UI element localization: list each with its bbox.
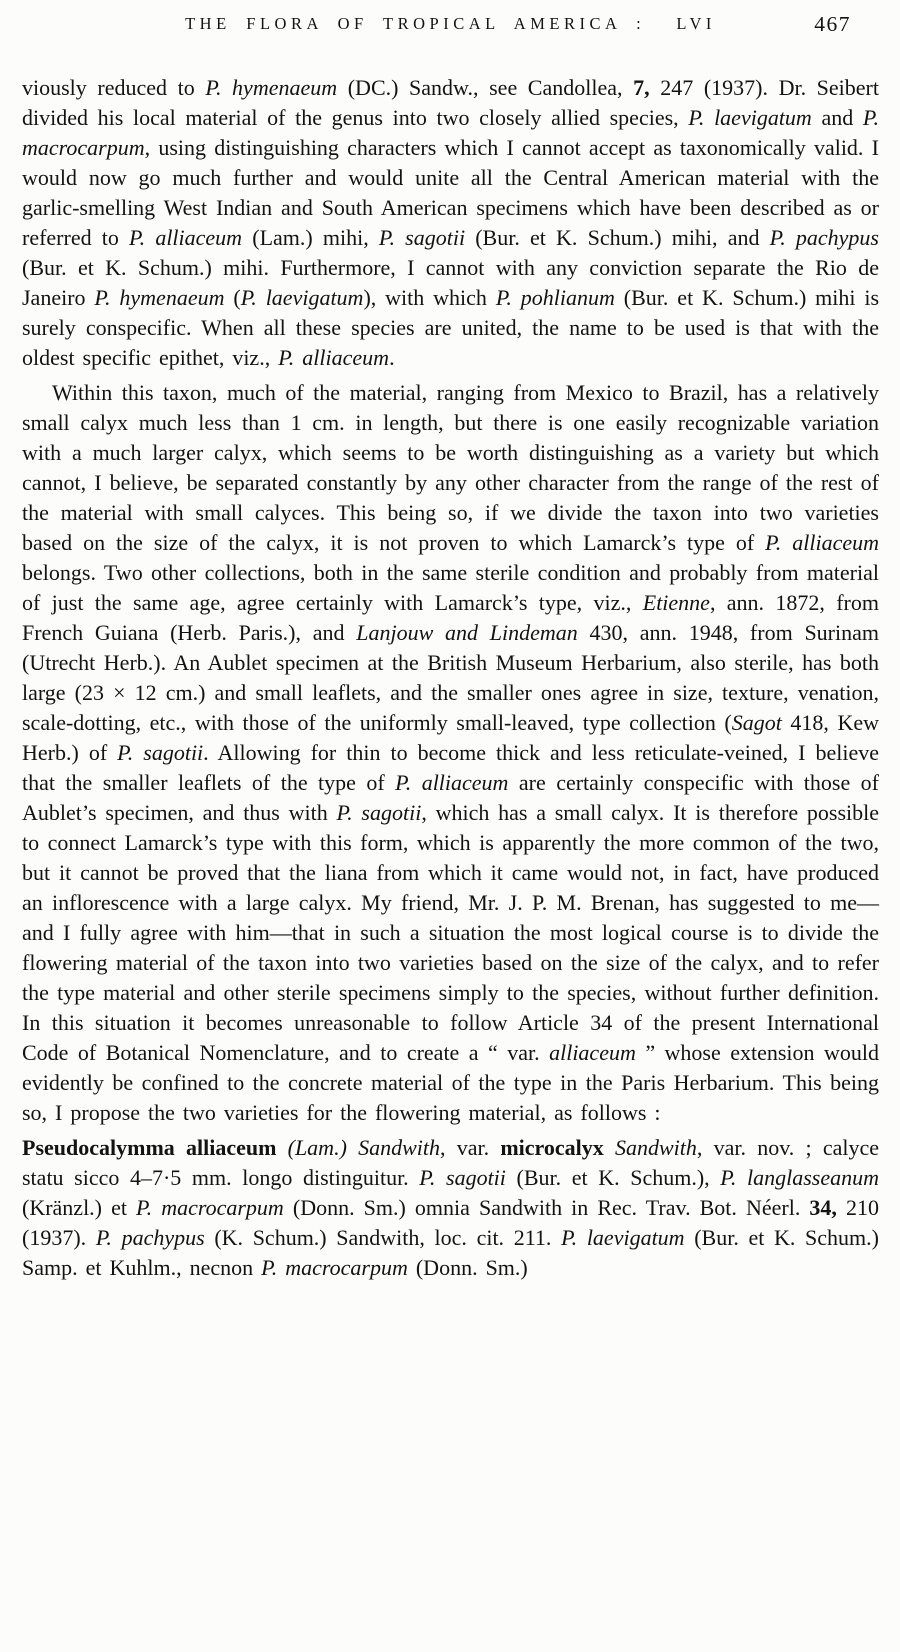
header-title: THE FLORA OF TROPICAL AMERICA : LVI [185,14,716,33]
page-body [22,73,879,1283]
page-number: 467 [814,12,851,36]
paragraph-discussion: Within this taxon, much of the material, ranging from Mexico to Brazil, has a relatively small calyx much less than 1 cm. in length, but there is one easily recognizable variation with a much larger calyx, which seems to be worth distinguishing as a variety but which cannot, I believe, be separated constantly by any other character from the range of the rest of the material with small calyces. This being so, if we divide the taxon into two varieties based on the size of the calyx, it is not proven to which Lamarck’s type of P. alliaceum belongs. Two other collections, both in the same sterile condition and probably from material of just the same age, agree certainly with Lamarck’s type, viz., Etienne, ann. 1872, from French Guiana (Herb. Paris.), and Lanjouw and Lindeman 430, ann. 1948, from Surinam (Utrecht Herb.). An Aublet specimen at the British Museum Herbarium, also sterile, has both large (23 × 12 cm.) and small leaflets, and the smaller ones agree in size, texture, venation, scale-dotting, etc., with those of the uniformly small-leaved, type collection (Sagot 418, Kew Herb.) of P. sagotii. Allowing for thin to become thick and less reticulate-veined, I believe that the smaller leaflets of the type of P. alliaceum are certainly conspecific with those of Aublet’s specimen, and thus with P. sagotii, which has a small calyx. It is therefore possible to connect Lamarck’s type with this form, which is apparently the more common of the two, but it cannot be proved that the liana from which it came would not, in fact, have produced an inflorescence with a large calyx. My friend, Mr. J. P. M. Brenan, has suggested to me—and I fully agree with him—that in such a situation the most logical course is to divide the flowering material of the taxon into two varieties based on the size of the calyx, and to refer the type material and other sterile specimens simply to the species, without further definition. In this situation it becomes unreasonable to follow Article 34 of the present International Code of Botanical Nomenclature, and to create a “ var. alliaceum ” whose extension would evidently be confined to the concrete material of the type in the Paris Herbarium. This being so, I propose the two varieties for the flowering material, as follows : [22,380,880,1125]
paragraph-continuation: viously reduced to P. hymenaeum (DC.) Sandw., see Candollea, 7, 247 (1937). Dr. Seibert divided his local material of the genus into two closely allied species, P. laevigatum and P. macrocarpum, using distinguishing characters which I cannot accept as taxonomically valid. I would now go much further and would unite all the Central American material with the garlic-smelling West Indian and South American specimens which have been described as or referred to P. alliaceum (Lam.) mihi, P. sagotii (Bur. et K. Schum.) mihi, and P. pachypus (Bur. et K. Schum.) mihi. Furthermore, I cannot with any conviction separate the Rio de Janeiro P. hymenaeum (P. laevigatum), with which P. pohlianum (Bur. et K. Schum.) mihi is surely conspecific. When all these species are united, the name to be used is that with the oldest specific epithet, viz., P. alliaceum. [22,75,880,370]
running-header [22,12,879,46]
paragraph-new-variety-description: Pseudocalymma alliaceum (Lam.) Sandwith, var. microcalyx Sandwith, var. nov. ; calyce statu sicco 4–7·5 mm. longo distinguitur. P. sagotii (Bur. et K. Schum.), P. langlasseanum (Kränzl.) et P. macrocarpum (Donn. Sm.) omnia Sandwith in Rec. Trav. Bot. Néerl. 34, 210 (1937). P. pachypus (K. Schum.) Sandwith, loc. cit. 211. P. laevigatum (Bur. et K. Schum.) Samp. et Kuhlm., necnon P. macrocarpum (Donn. Sm.) [22,1135,880,1280]
